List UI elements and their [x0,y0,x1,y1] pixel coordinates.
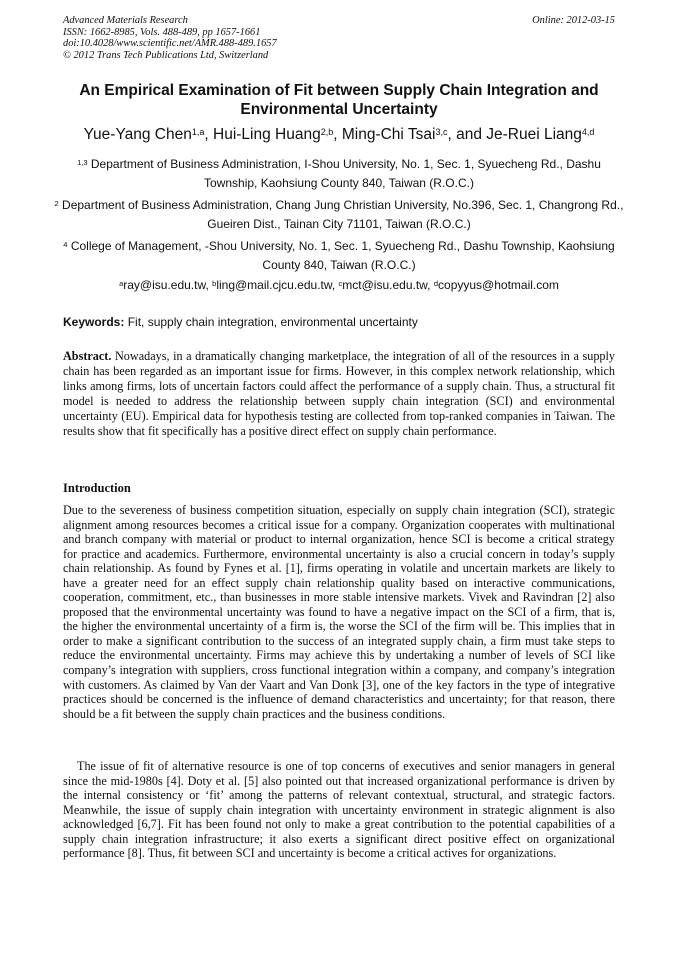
abstract [63,349,615,438]
author-name: Hui-Ling Huang [213,126,321,143]
affiliation [52,238,626,273]
author-separator: , [333,126,342,143]
abstract-text: Nowadays, in a dramatically changing marketplace, the integration of all of the resources in a supply chain has been regarded as an important issue for firms. However, in this complex network relationship, which links among firms, lots of uncertain factors could affect the performance of a supply chain. Thus, a structural fit model is needed to address the relationship between supply chain integration (SCI) and environmental uncertainty (EU). Empirical data for hypothesis testing are collected from top-ranked companies in Taiwan. The results show that fit specifically has a positive direct effect on supply chain performance. [63,349,615,438]
author-superscript: 1,a [191,127,205,137]
keywords [63,314,615,330]
body-paragraph: Due to the severeness of business competition situation, especially on supply chain integration (SCI), strategic alignment among resources becomes a critical issue for a company. Organization cooperates with multinational and branch company with material or product to internal organization, hence SCI is become a critical strategy for practice and academics. Furthermore, environmental uncertainty is also a crucial concern in today’s supply chain relationship. As found by Fynes et al. [1], firms operating in volatile and uncertain markets are likely to have a greater need for an effect supply chain relationship quality based on interactive communications, cooperation, commitment, etc., than businesses in more stable intensive markets. Vivek and Ravindran [2] also proposed that the environmental uncertainty was found to have a negative impact on the SCI of a firm, that is, the higher the environmental uncertainty of a firm is, the worse the SCI of the firm will be. This implies that in order to make a significant contribution to the success of an integrated supply chain, a firm must take steps to reduce the environmental uncertainty. Firms may achieve this by undertaking a number of levels of SCI like company’s integration with suppliers, cross functional integration within a company, and company’s integration with customers. As claimed by Van der Vaart and Van Donk [3], one of the key factors in the type of integrative practices should be concerned is the influence of demand characteristics and uncertainty; for that reason, there should be a fit between the supply chain practices and the business conditions. [63,503,615,721]
affiliation [52,156,626,191]
email-superscript: a [119,279,124,288]
author-separator: , [204,126,213,143]
body-paragraph: The issue of fit of alternative resource is one of top concerns of executives and senior managers in general since the mid-1980s [4]. Doty et al. [5] also pointed out that increased organizational performance is driven by the internal consistency or ‘fit’ among the patterns of relevant contextual, structural, and strategic factors. Meanwhile, the issue of supply chain integration with uncertainty environment in strategic alignment is also acknowledged [6,7]. Fit has been found not only to make a great contribution to the potential capabilities of a supply chain integration infrastructure; it also exerts a significant direct positive effect on organizational performance [8]. Thus, fit between SCI and uncertainty is become a critical actives for organizations. [63,759,615,861]
email-address[interactable]: ray@isu.edu.tw, [123,278,213,292]
email-address[interactable]: ling@mail.cjcu.edu.tw, [216,278,339,292]
email-address[interactable]: copyyus@hotmail.com [438,278,559,292]
affiliation-text: Department of Business Administration, I-Shou University, No. 1, Sec. 1, Syuecheng Rd., Dashu Township, Kaohsiung County 840, Taiwan (R.O.C.) [90,157,601,190]
email-superscript: d [433,279,439,288]
author-name: Ming-Chi Tsai [341,126,436,143]
journal-name: Advanced Materials Research [63,15,188,26]
affiliation [52,197,626,232]
doi-line: doi:10.4028/www.scientific.net/AMR.488-489.1657 [63,38,277,50]
online-date: Online: 2012-03-15 [532,15,615,26]
author-superscript: 4,d [581,127,595,137]
author-name: Je-Ruei Liang [486,126,582,143]
issn-line: ISSN: 1662-8985, Vols. 488-489, pp 1657-1661 [63,26,261,38]
affiliation-text: College of Management, -Shou University, No. 1, Sec. 1, Syuecheng Rd., Dashu Township, Kaohsiung County 840, Taiwan (R.O.C.) [70,239,615,272]
email-list [52,277,626,295]
keywords-label: Keywords: [63,315,125,329]
paper-title: An Empirical Examination of Fit between Supply Chain Integration and Environmental Uncertainty [79,82,599,118]
copyright-line: © 2012 Trans Tech Publications Ltd, Switzerland [63,49,269,61]
affiliation-superscript: 2 [54,199,59,208]
author-superscript: 2,b [320,127,334,137]
author-list [20,124,658,147]
abstract-label: Abstract. [63,349,112,363]
author-superscript: 3,c [435,127,448,137]
keywords-text: Fit, supply chain integration, environmental uncertainty [124,315,418,329]
author-separator: , and [447,126,487,143]
email-superscript: b [212,279,217,288]
author-name: Yue-Yang Chen [83,126,192,143]
affiliation-text: Department of Business Administration, Chang Jung Christian University, No.396, Sec. 1, Changrong Rd., Gueiren Dist., Tainan City 71101, Taiwan (R.O.C.) [62,198,624,231]
section-heading-introduction: Introduction [63,481,131,495]
email-superscript: c [338,279,343,288]
journal-header [63,15,615,61]
email-address[interactable]: mct@isu.edu.tw, [342,278,434,292]
affiliation-superscript: 1,3 [77,158,88,167]
affiliation-superscript: 4 [63,240,68,249]
